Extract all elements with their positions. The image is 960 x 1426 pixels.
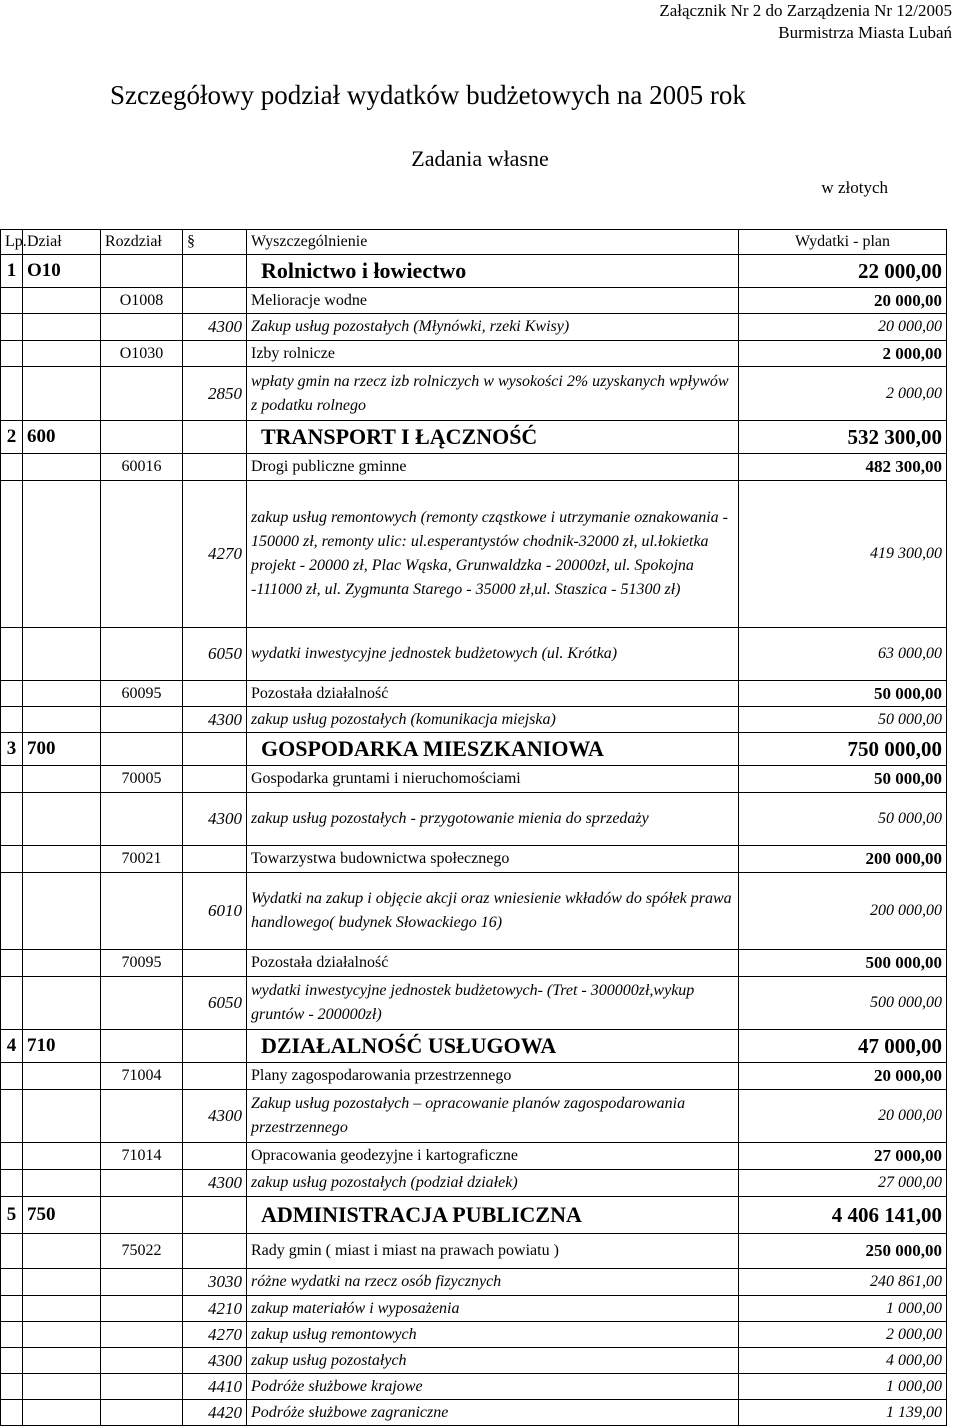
row-amount: 50 000,00 [739, 766, 947, 793]
row-description: zakup usług pozostałych - przygotowanie mienia do sprzedaży [247, 793, 739, 846]
row-dzial: 710 [23, 1030, 101, 1063]
row-lp: 1 [1, 255, 23, 288]
row-amount: 250 000,00 [739, 1234, 947, 1269]
row-dzial [23, 628, 101, 681]
row-description: wpłaty gmin na rzecz izb rolniczych w wysokości 2% uzyskanych wpływów z podatku rolnego [247, 367, 739, 421]
row-amount: 750 000,00 [739, 733, 947, 766]
row-amount: 27 000,00 [739, 1143, 947, 1170]
row-amount: 482 300,00 [739, 454, 947, 481]
row-amount: 50 000,00 [739, 707, 947, 733]
paragraph-row [1, 1090, 947, 1143]
row-description: TRANSPORT I ŁĄCZNOŚĆ [247, 421, 739, 454]
col-header-amount: Wydatki - plan [739, 230, 947, 255]
row-paragraf: 4210 [183, 1296, 247, 1322]
row-lp [1, 314, 23, 341]
row-dzial [23, 766, 101, 793]
paragraph-row [1, 1170, 947, 1197]
row-amount: 1 000,00 [739, 1374, 947, 1400]
currency-unit: w złotych [821, 178, 888, 197]
row-paragraf: 4300 [183, 707, 247, 733]
chapter-row [1, 950, 947, 977]
row-amount: 27 000,00 [739, 1170, 947, 1197]
row-paragraf: 4300 [183, 314, 247, 341]
row-rozdzial: 70095 [101, 950, 183, 977]
row-lp [1, 1090, 23, 1143]
row-rozdzial [101, 421, 183, 454]
row-rozdzial [101, 793, 183, 846]
paragraph-row [1, 367, 947, 421]
row-dzial [23, 681, 101, 707]
row-lp [1, 1269, 23, 1296]
row-rozdzial [101, 1322, 183, 1348]
row-description: różne wydatki na rzecz osób fizycznych [247, 1269, 739, 1296]
chapter-row [1, 1063, 947, 1090]
row-lp: 2 [1, 421, 23, 454]
row-dzial [23, 454, 101, 481]
row-rozdzial [101, 1374, 183, 1400]
row-rozdzial: 75022 [101, 1234, 183, 1269]
paragraph-row [1, 873, 947, 950]
row-dzial: O10 [23, 255, 101, 288]
row-dzial [23, 873, 101, 950]
chapter-row [1, 288, 947, 314]
row-amount: 47 000,00 [739, 1030, 947, 1063]
row-dzial [23, 1063, 101, 1090]
col-header-paragraf: § [183, 230, 247, 255]
row-description: Izby rolnicze [247, 341, 739, 367]
row-dzial [23, 1143, 101, 1170]
row-paragraf [183, 766, 247, 793]
section-row [1, 255, 947, 288]
col-header-dzial: Dział [23, 230, 101, 255]
row-lp [1, 1374, 23, 1400]
row-rozdzial [101, 1400, 183, 1426]
row-lp: 5 [1, 1197, 23, 1234]
row-rozdzial [101, 1296, 183, 1322]
row-paragraf: 4300 [183, 793, 247, 846]
row-lp [1, 288, 23, 314]
row-rozdzial [101, 1090, 183, 1143]
row-amount: 2 000,00 [739, 367, 947, 421]
col-header-lp: Lp. [1, 230, 23, 255]
row-paragraf [183, 341, 247, 367]
row-lp [1, 707, 23, 733]
row-rozdzial [101, 481, 183, 628]
row-dzial [23, 481, 101, 628]
row-amount: 240 861,00 [739, 1269, 947, 1296]
attachment-line-2: Burmistrza Miasta Lubań [778, 23, 952, 42]
row-paragraf [183, 1143, 247, 1170]
paragraph-row [1, 481, 947, 628]
row-rozdzial: 60016 [101, 454, 183, 481]
row-dzial: 700 [23, 733, 101, 766]
col-header-description: Wyszczególnienie [247, 230, 739, 255]
row-amount: 2 000,00 [739, 341, 947, 367]
row-rozdzial [101, 977, 183, 1030]
row-lp [1, 454, 23, 481]
row-dzial [23, 977, 101, 1030]
row-dzial [23, 846, 101, 873]
row-description: Opracowania geodezyjne i kartograficzne [247, 1143, 739, 1170]
row-amount: 20 000,00 [739, 1063, 947, 1090]
row-description: Towarzystwa budownictwa społecznego [247, 846, 739, 873]
row-dzial [23, 1400, 101, 1426]
section-row [1, 1197, 947, 1234]
row-lp: 4 [1, 1030, 23, 1063]
row-amount: 419 300,00 [739, 481, 947, 628]
row-description: Rady gmin ( miast i miast na prawach powiatu ) [247, 1234, 739, 1269]
row-description: Pozostała działalność [247, 950, 739, 977]
document-subtitle: Zadania własne [411, 146, 549, 171]
row-dzial [23, 793, 101, 846]
row-rozdzial [101, 1348, 183, 1374]
paragraph-row [1, 314, 947, 341]
col-header-rozdzial: Rozdział [101, 230, 183, 255]
chapter-row [1, 681, 947, 707]
paragraph-row [1, 707, 947, 733]
chapter-row [1, 766, 947, 793]
row-paragraf: 4300 [183, 1348, 247, 1374]
row-dzial: 750 [23, 1197, 101, 1234]
row-amount: 2 000,00 [739, 1322, 947, 1348]
row-description: zakup usług pozostałych (podział działek) [247, 1170, 739, 1197]
paragraph-row [1, 1400, 947, 1426]
row-lp [1, 681, 23, 707]
row-description: Gospodarka gruntami i nieruchomościami [247, 766, 739, 793]
row-dzial [23, 1296, 101, 1322]
row-amount: 4 000,00 [739, 1348, 947, 1374]
row-amount: 4 406 141,00 [739, 1197, 947, 1234]
row-description: wydatki inwestycyjne jednostek budżetowych (ul. Krótka) [247, 628, 739, 681]
row-description: Podróże służbowe krajowe [247, 1374, 739, 1400]
row-description: Drogi publiczne gminne [247, 454, 739, 481]
chapter-row [1, 1143, 947, 1170]
paragraph-row [1, 1296, 947, 1322]
row-description: Zakup usług pozostałych (Młynówki, rzeki Kwisy) [247, 314, 739, 341]
row-paragraf: 4270 [183, 1322, 247, 1348]
row-lp [1, 628, 23, 681]
row-paragraf [183, 255, 247, 288]
row-paragraf [183, 846, 247, 873]
row-amount: 22 000,00 [739, 255, 947, 288]
row-lp [1, 1322, 23, 1348]
row-lp [1, 1296, 23, 1322]
row-paragraf: 4300 [183, 1090, 247, 1143]
row-dzial: 600 [23, 421, 101, 454]
attachment-line-1: Załącznik Nr 2 do Zarządzenia Nr 12/2005 [659, 1, 952, 20]
row-amount: 20 000,00 [739, 1090, 947, 1143]
row-dzial [23, 314, 101, 341]
row-description: ADMINISTRACJA PUBLICZNA [247, 1197, 739, 1234]
row-rozdzial [101, 628, 183, 681]
row-paragraf [183, 950, 247, 977]
row-dzial [23, 1322, 101, 1348]
row-description: Melioracje wodne [247, 288, 739, 314]
row-rozdzial [101, 314, 183, 341]
table-header-row [1, 230, 947, 255]
row-description: DZIAŁALNOŚĆ USŁUGOWA [247, 1030, 739, 1063]
paragraph-row [1, 1374, 947, 1400]
row-rozdzial [101, 1197, 183, 1234]
row-paragraf: 2850 [183, 367, 247, 421]
section-row [1, 733, 947, 766]
row-lp [1, 846, 23, 873]
row-description: Pozostała działalność [247, 681, 739, 707]
row-description: zakup usług remontowych (remonty cząstkowe i utrzymanie oznakowania - 150000 zł, remonty ulic: ul.esperantystów chodnik-32000 zł, ul.łokietka projekt - 20000 zł, Plac Wąska, Grunwaldzka - 20000zł, ul. Spokojna -111000 zł, ul. Zygmunta Starego - 35000 zł,ul. Staszica - 51300 zł) [247, 481, 739, 628]
row-description: Wydatki na zakup i objęcie akcji oraz wniesienie wkładów do spółek prawa handlowego( budynek Słowackiego 16) [247, 873, 739, 950]
row-paragraf [183, 1197, 247, 1234]
row-rozdzial: 71014 [101, 1143, 183, 1170]
row-amount: 20 000,00 [739, 314, 947, 341]
row-rozdzial [101, 1170, 183, 1197]
row-paragraf: 4410 [183, 1374, 247, 1400]
row-lp [1, 1234, 23, 1269]
row-rozdzial: O1008 [101, 288, 183, 314]
row-lp [1, 1170, 23, 1197]
row-amount: 50 000,00 [739, 793, 947, 846]
row-lp [1, 1063, 23, 1090]
row-amount: 50 000,00 [739, 681, 947, 707]
row-amount: 500 000,00 [739, 950, 947, 977]
row-rozdzial [101, 1269, 183, 1296]
row-paragraf [183, 733, 247, 766]
row-paragraf: 4420 [183, 1400, 247, 1426]
document-title: Szczegółowy podział wydatków budżetowych na 2005 rok [110, 80, 746, 110]
row-paragraf: 6050 [183, 628, 247, 681]
row-paragraf [183, 421, 247, 454]
row-rozdzial [101, 367, 183, 421]
chapter-row [1, 454, 947, 481]
row-dzial [23, 1374, 101, 1400]
row-lp [1, 873, 23, 950]
row-paragraf: 6050 [183, 977, 247, 1030]
row-lp [1, 1348, 23, 1374]
chapter-row [1, 341, 947, 367]
row-description: zakup usług remontowych [247, 1322, 739, 1348]
row-lp: 3 [1, 733, 23, 766]
row-amount: 63 000,00 [739, 628, 947, 681]
row-rozdzial [101, 707, 183, 733]
section-row [1, 421, 947, 454]
row-amount: 1 139,00 [739, 1400, 947, 1426]
row-rozdzial [101, 733, 183, 766]
paragraph-row [1, 793, 947, 846]
row-description: Zakup usług pozostałych – opracowanie planów zagospodarowania przestrzennego [247, 1090, 739, 1143]
row-dzial [23, 341, 101, 367]
paragraph-row [1, 628, 947, 681]
budget-table [0, 229, 947, 1426]
row-paragraf [183, 288, 247, 314]
row-rozdzial: O1030 [101, 341, 183, 367]
row-lp [1, 766, 23, 793]
row-paragraf: 4300 [183, 1170, 247, 1197]
row-lp [1, 367, 23, 421]
row-paragraf [183, 1030, 247, 1063]
row-lp [1, 481, 23, 628]
paragraph-row [1, 977, 947, 1030]
row-lp [1, 1143, 23, 1170]
chapter-row [1, 1234, 947, 1269]
row-description: zakup usług pozostałych (komunikacja miejska) [247, 707, 739, 733]
row-description: Podróże służbowe zagraniczne [247, 1400, 739, 1426]
row-lp [1, 977, 23, 1030]
row-amount: 500 000,00 [739, 977, 947, 1030]
row-lp [1, 950, 23, 977]
row-paragraf [183, 1234, 247, 1269]
row-dzial [23, 1348, 101, 1374]
row-amount: 200 000,00 [739, 873, 947, 950]
row-dzial [23, 950, 101, 977]
row-rozdzial [101, 255, 183, 288]
section-row [1, 1030, 947, 1063]
row-description: wydatki inwestycyjne jednostek budżetowych- (Tret - 300000zł,wykup gruntów - 200000zł) [247, 977, 739, 1030]
row-dzial [23, 1234, 101, 1269]
chapter-row [1, 846, 947, 873]
row-rozdzial: 60095 [101, 681, 183, 707]
row-description: Rolnictwo i łowiectwo [247, 255, 739, 288]
row-paragraf [183, 454, 247, 481]
row-amount: 200 000,00 [739, 846, 947, 873]
row-amount: 1 000,00 [739, 1296, 947, 1322]
row-amount: 20 000,00 [739, 288, 947, 314]
row-description: GOSPODARKA MIESZKANIOWA [247, 733, 739, 766]
row-dzial [23, 288, 101, 314]
row-dzial [23, 707, 101, 733]
row-dzial [23, 1170, 101, 1197]
budget-table-body [1, 255, 947, 1426]
row-paragraf: 6010 [183, 873, 247, 950]
row-rozdzial: 71004 [101, 1063, 183, 1090]
row-paragraf: 3030 [183, 1269, 247, 1296]
paragraph-row [1, 1269, 947, 1296]
row-description: zakup usług pozostałych [247, 1348, 739, 1374]
row-lp [1, 341, 23, 367]
row-rozdzial [101, 873, 183, 950]
row-dzial [23, 1090, 101, 1143]
row-rozdzial [101, 1030, 183, 1063]
row-description: zakup materiałów i wyposażenia [247, 1296, 739, 1322]
paragraph-row [1, 1322, 947, 1348]
row-rozdzial: 70021 [101, 846, 183, 873]
row-dzial [23, 367, 101, 421]
paragraph-row [1, 1348, 947, 1374]
row-paragraf [183, 681, 247, 707]
row-rozdzial: 70005 [101, 766, 183, 793]
row-lp [1, 793, 23, 846]
row-description: Plany zagospodarowania przestrzennego [247, 1063, 739, 1090]
row-lp [1, 1400, 23, 1426]
attachment-note [659, 0, 952, 44]
row-dzial [23, 1269, 101, 1296]
row-paragraf: 4270 [183, 481, 247, 628]
row-amount: 532 300,00 [739, 421, 947, 454]
row-paragraf [183, 1063, 247, 1090]
